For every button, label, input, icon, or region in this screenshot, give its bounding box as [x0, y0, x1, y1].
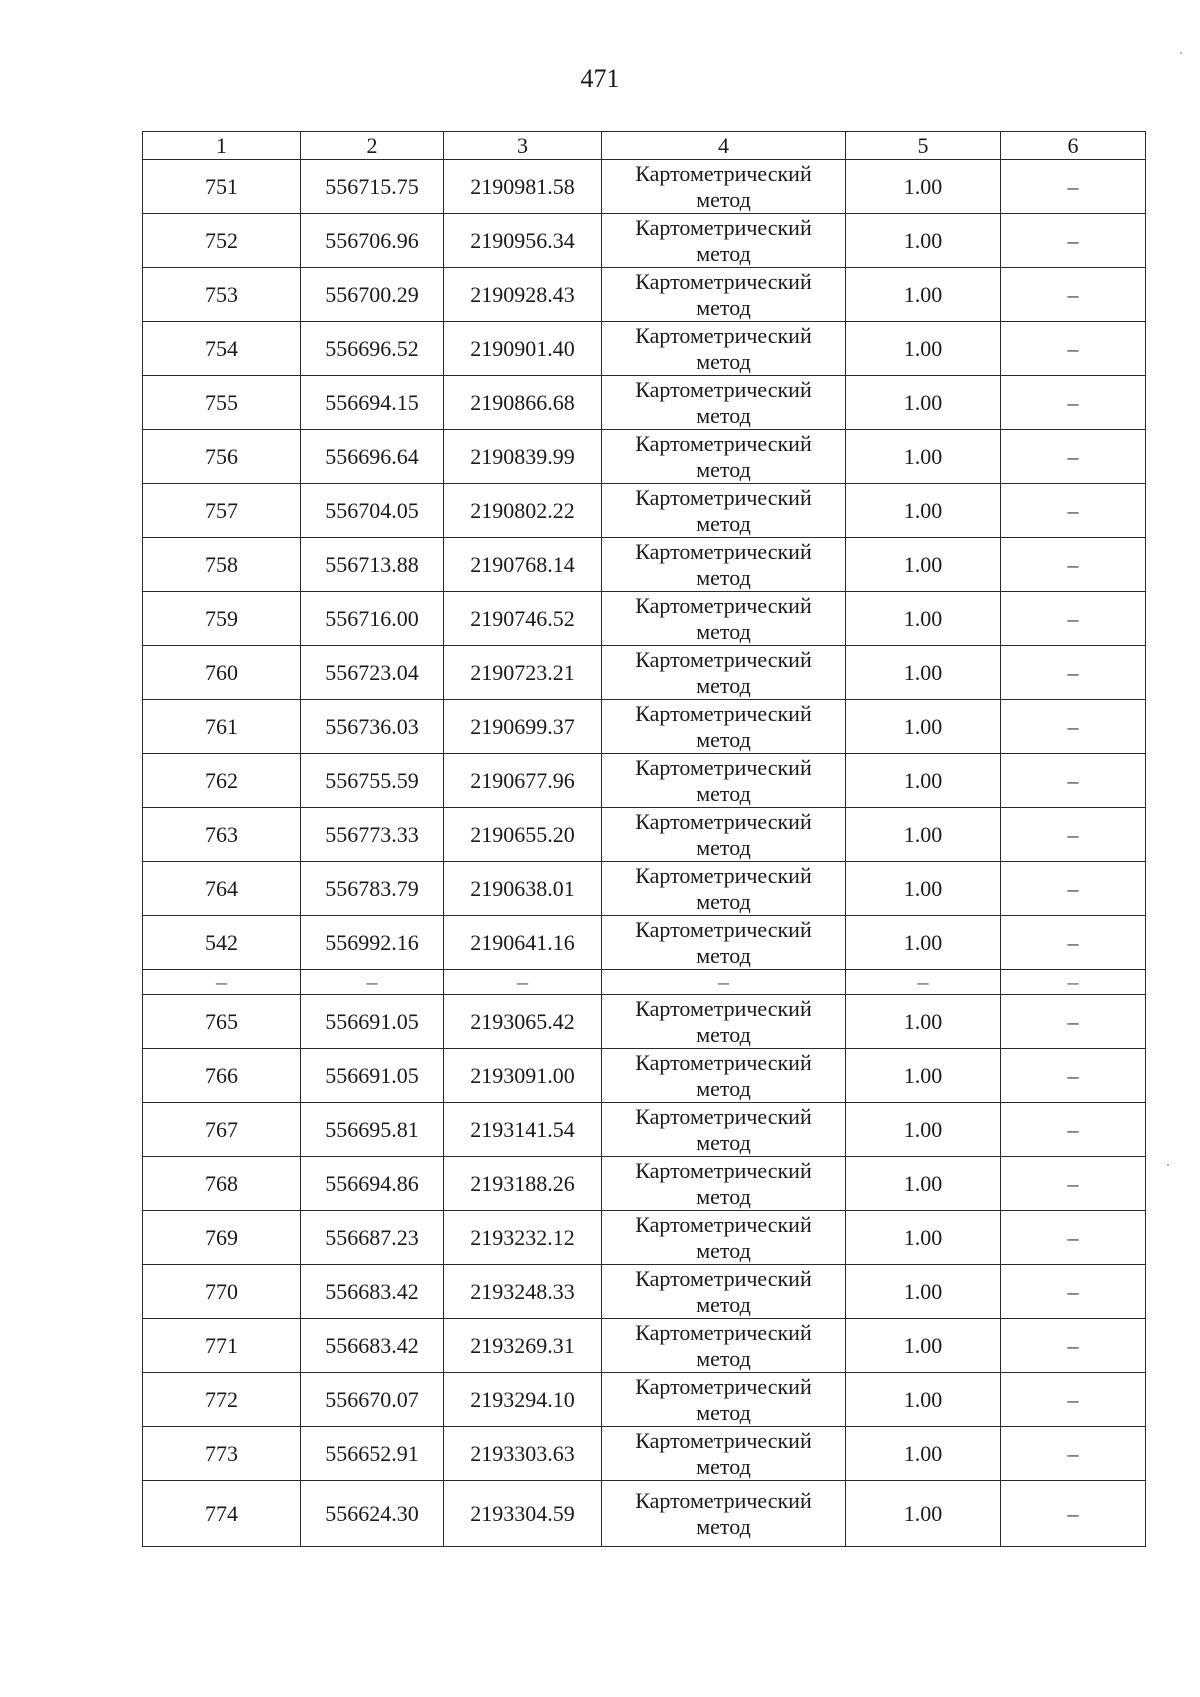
coordinate-y: 2193065.42 [444, 995, 602, 1049]
method-line-2: метод [696, 834, 751, 860]
coordinate-y: 2190866.68 [444, 376, 602, 430]
note: – [1001, 376, 1146, 430]
method-line-2: метод [696, 1129, 751, 1155]
accuracy: 1.00 [846, 995, 1001, 1049]
scan-speck [1167, 1164, 1169, 1166]
method-cell [602, 754, 846, 808]
coordinate-y: 2193091.00 [444, 1049, 602, 1103]
method-line-2: метод [696, 1075, 751, 1101]
table-row [143, 214, 1146, 268]
table-row [143, 754, 1146, 808]
coordinate-y: 2190699.37 [444, 700, 602, 754]
separator-cell: – [1001, 970, 1146, 995]
table-row [143, 1373, 1146, 1427]
point-number: 766 [143, 1049, 301, 1103]
method-line-1: Картометрический [635, 862, 812, 888]
column-header: 6 [1001, 132, 1146, 160]
method-cell [602, 268, 846, 322]
note: – [1001, 700, 1146, 754]
method-cell [602, 700, 846, 754]
coordinate-x: 556694.86 [301, 1157, 444, 1211]
table-row [143, 592, 1146, 646]
table-row [143, 538, 1146, 592]
coordinate-y: 2193304.59 [444, 1481, 602, 1547]
accuracy: 1.00 [846, 160, 1001, 214]
coordinate-y: 2190802.22 [444, 484, 602, 538]
method-line-1: Картометрический [635, 1427, 812, 1453]
point-number: 770 [143, 1265, 301, 1319]
table-row [143, 430, 1146, 484]
coordinate-x: 556715.75 [301, 160, 444, 214]
method-line-2: метод [696, 1513, 751, 1539]
separator-cell: – [602, 970, 846, 995]
method-line-1: Картометрический [635, 322, 812, 348]
method-line-2: метод [696, 888, 751, 914]
coordinate-x: 556624.30 [301, 1481, 444, 1547]
method-line-2: метод [696, 240, 751, 266]
note: – [1001, 862, 1146, 916]
method-line-2: метод [696, 186, 751, 212]
table-header-row [143, 132, 1146, 160]
point-number: 769 [143, 1211, 301, 1265]
table-row [143, 1103, 1146, 1157]
method-cell [602, 592, 846, 646]
coordinate-x: 556723.04 [301, 646, 444, 700]
note: – [1001, 1157, 1146, 1211]
method-line-1: Картометрический [635, 754, 812, 780]
table-row [143, 160, 1146, 214]
separator-cell: – [846, 970, 1001, 995]
coordinate-x: 556783.79 [301, 862, 444, 916]
note: – [1001, 1373, 1146, 1427]
method-line-2: метод [696, 1291, 751, 1317]
method-line-1: Картометрический [635, 1049, 812, 1075]
point-number: 751 [143, 160, 301, 214]
method-line-1: Картометрический [635, 808, 812, 834]
accuracy: 1.00 [846, 754, 1001, 808]
accuracy: 1.00 [846, 1481, 1001, 1547]
point-number: 762 [143, 754, 301, 808]
coordinate-y: 2190638.01 [444, 862, 602, 916]
method-cell [602, 1265, 846, 1319]
accuracy: 1.00 [846, 322, 1001, 376]
method-line-1: Картометрический [635, 1373, 812, 1399]
coordinate-x: 556695.81 [301, 1103, 444, 1157]
method-line-2: метод [696, 1237, 751, 1263]
accuracy: 1.00 [846, 538, 1001, 592]
point-number: 755 [143, 376, 301, 430]
accuracy: 1.00 [846, 484, 1001, 538]
method-line-2: метод [696, 1399, 751, 1425]
coordinates-table [142, 131, 1146, 1547]
table-row [143, 1157, 1146, 1211]
accuracy: 1.00 [846, 1319, 1001, 1373]
accuracy: 1.00 [846, 1049, 1001, 1103]
method-cell [602, 1319, 846, 1373]
method-cell [602, 160, 846, 214]
table-row [143, 484, 1146, 538]
accuracy: 1.00 [846, 214, 1001, 268]
method-cell [602, 646, 846, 700]
method-line-2: метод [696, 780, 751, 806]
page-number: 471 [580, 64, 620, 93]
method-cell [602, 1157, 846, 1211]
coordinate-y: 2190981.58 [444, 160, 602, 214]
note: – [1001, 322, 1146, 376]
coordinate-x: 556992.16 [301, 916, 444, 970]
coordinate-x: 556736.03 [301, 700, 444, 754]
method-line-1: Картометрический [635, 538, 812, 564]
accuracy: 1.00 [846, 268, 1001, 322]
table-row [143, 646, 1146, 700]
point-number: 771 [143, 1319, 301, 1373]
note: – [1001, 1481, 1146, 1547]
note: – [1001, 1427, 1146, 1481]
scan-speck [1180, 52, 1182, 54]
method-cell [602, 322, 846, 376]
method-line-1: Картометрический [635, 160, 812, 186]
method-line-1: Картометрический [635, 592, 812, 618]
accuracy: 1.00 [846, 862, 1001, 916]
method-line-2: метод [696, 564, 751, 590]
note: – [1001, 1319, 1146, 1373]
note: – [1001, 484, 1146, 538]
coordinate-y: 2190839.99 [444, 430, 602, 484]
method-cell [602, 808, 846, 862]
point-number: 758 [143, 538, 301, 592]
coordinate-y: 2190677.96 [444, 754, 602, 808]
separator-cell: – [143, 970, 301, 995]
accuracy: 1.00 [846, 1427, 1001, 1481]
coordinate-y: 2193294.10 [444, 1373, 602, 1427]
table-row [143, 916, 1146, 970]
accuracy: 1.00 [846, 376, 1001, 430]
method-cell [602, 1211, 846, 1265]
method-cell [602, 484, 846, 538]
method-line-2: метод [696, 1345, 751, 1371]
coordinate-x: 556687.23 [301, 1211, 444, 1265]
separator-row [143, 970, 1146, 995]
method-cell [602, 376, 846, 430]
method-line-1: Картометрический [635, 484, 812, 510]
accuracy: 1.00 [846, 1265, 1001, 1319]
coordinate-x: 556683.42 [301, 1319, 444, 1373]
coordinate-x: 556706.96 [301, 214, 444, 268]
method-cell [602, 995, 846, 1049]
method-line-2: метод [696, 294, 751, 320]
method-line-1: Картометрический [635, 916, 812, 942]
point-number: 763 [143, 808, 301, 862]
column-header: 3 [444, 132, 602, 160]
point-number: 757 [143, 484, 301, 538]
point-number: 774 [143, 1481, 301, 1547]
note: – [1001, 1049, 1146, 1103]
coordinate-y: 2193248.33 [444, 1265, 602, 1319]
point-number: 765 [143, 995, 301, 1049]
method-cell [602, 1049, 846, 1103]
coordinate-x: 556652.91 [301, 1427, 444, 1481]
coordinate-x: 556713.88 [301, 538, 444, 592]
coordinate-x: 556755.59 [301, 754, 444, 808]
method-line-2: метод [696, 1453, 751, 1479]
method-line-1: Картометрический [635, 1157, 812, 1183]
accuracy: 1.00 [846, 700, 1001, 754]
note: – [1001, 808, 1146, 862]
coordinate-y: 2193232.12 [444, 1211, 602, 1265]
table-row [143, 268, 1146, 322]
method-line-2: метод [696, 672, 751, 698]
point-number: 542 [143, 916, 301, 970]
method-line-2: метод [696, 348, 751, 374]
method-line-1: Картометрический [635, 376, 812, 402]
point-number: 768 [143, 1157, 301, 1211]
method-cell [602, 538, 846, 592]
coordinate-x: 556716.00 [301, 592, 444, 646]
point-number: 753 [143, 268, 301, 322]
table-row [143, 376, 1146, 430]
method-line-1: Картометрический [635, 214, 812, 240]
table-row [143, 322, 1146, 376]
method-line-1: Картометрический [635, 700, 812, 726]
method-line-2: метод [696, 618, 751, 644]
point-number: 761 [143, 700, 301, 754]
note: – [1001, 268, 1146, 322]
note: – [1001, 160, 1146, 214]
coordinate-y: 2190746.52 [444, 592, 602, 646]
method-line-1: Картометрический [635, 995, 812, 1021]
method-line-2: метод [696, 1021, 751, 1047]
coordinate-y: 2193269.31 [444, 1319, 602, 1373]
column-header: 4 [602, 132, 846, 160]
note: – [1001, 995, 1146, 1049]
method-cell [602, 916, 846, 970]
method-line-2: метод [696, 402, 751, 428]
note: – [1001, 754, 1146, 808]
point-number: 754 [143, 322, 301, 376]
coordinate-y: 2190723.21 [444, 646, 602, 700]
coordinate-x: 556691.05 [301, 995, 444, 1049]
method-line-2: метод [696, 726, 751, 752]
method-cell [602, 214, 846, 268]
method-line-1: Картометрический [635, 268, 812, 294]
method-cell [602, 1103, 846, 1157]
coordinate-x: 556696.52 [301, 322, 444, 376]
method-line-1: Картометрический [635, 1319, 812, 1345]
method-line-1: Картометрический [635, 1103, 812, 1129]
method-cell [602, 1373, 846, 1427]
table-row [143, 1427, 1146, 1481]
method-line-1: Картометрический [635, 430, 812, 456]
coordinate-y: 2190956.34 [444, 214, 602, 268]
point-number: 764 [143, 862, 301, 916]
coordinate-x: 556773.33 [301, 808, 444, 862]
coordinate-y: 2190641.16 [444, 916, 602, 970]
method-line-1: Картометрический [635, 1211, 812, 1237]
coordinate-y: 2193188.26 [444, 1157, 602, 1211]
coordinate-x: 556704.05 [301, 484, 444, 538]
table-row [143, 1049, 1146, 1103]
point-number: 752 [143, 214, 301, 268]
method-line-2: метод [696, 456, 751, 482]
note: – [1001, 592, 1146, 646]
separator-cell: – [444, 970, 602, 995]
accuracy: 1.00 [846, 430, 1001, 484]
accuracy: 1.00 [846, 808, 1001, 862]
coordinate-y: 2190655.20 [444, 808, 602, 862]
accuracy: 1.00 [846, 1103, 1001, 1157]
column-header: 1 [143, 132, 301, 160]
method-cell [602, 1427, 846, 1481]
method-line-1: Картометрический [635, 1487, 812, 1513]
note: – [1001, 916, 1146, 970]
point-number: 759 [143, 592, 301, 646]
table-row [143, 700, 1146, 754]
table-row [143, 808, 1146, 862]
method-line-1: Картометрический [635, 646, 812, 672]
column-header: 5 [846, 132, 1001, 160]
coordinate-x: 556696.64 [301, 430, 444, 484]
coordinate-y: 2190768.14 [444, 538, 602, 592]
separator-cell: – [301, 970, 444, 995]
coordinate-x: 556700.29 [301, 268, 444, 322]
table-row [143, 1319, 1146, 1373]
note: – [1001, 646, 1146, 700]
table-row [143, 1211, 1146, 1265]
note: – [1001, 1103, 1146, 1157]
accuracy: 1.00 [846, 592, 1001, 646]
coordinate-x: 556683.42 [301, 1265, 444, 1319]
method-line-2: метод [696, 1183, 751, 1209]
coordinate-y: 2193141.54 [444, 1103, 602, 1157]
note: – [1001, 1211, 1146, 1265]
coordinate-y: 2190928.43 [444, 268, 602, 322]
table-row [143, 1265, 1146, 1319]
point-number: 760 [143, 646, 301, 700]
method-cell [602, 1481, 846, 1547]
accuracy: 1.00 [846, 1211, 1001, 1265]
point-number: 767 [143, 1103, 301, 1157]
coordinate-y: 2193303.63 [444, 1427, 602, 1481]
table-row [143, 995, 1146, 1049]
coordinate-y: 2190901.40 [444, 322, 602, 376]
method-line-2: метод [696, 510, 751, 536]
method-cell [602, 862, 846, 916]
note: – [1001, 214, 1146, 268]
accuracy: 1.00 [846, 646, 1001, 700]
coordinate-x: 556670.07 [301, 1373, 444, 1427]
table-row [143, 862, 1146, 916]
accuracy: 1.00 [846, 1157, 1001, 1211]
method-line-1: Картометрический [635, 1265, 812, 1291]
method-cell [602, 430, 846, 484]
point-number: 773 [143, 1427, 301, 1481]
column-header: 2 [301, 132, 444, 160]
note: – [1001, 1265, 1146, 1319]
accuracy: 1.00 [846, 916, 1001, 970]
note: – [1001, 430, 1146, 484]
point-number: 756 [143, 430, 301, 484]
accuracy: 1.00 [846, 1373, 1001, 1427]
note: – [1001, 538, 1146, 592]
point-number: 772 [143, 1373, 301, 1427]
coordinate-x: 556694.15 [301, 376, 444, 430]
method-line-2: метод [696, 942, 751, 968]
table-row [143, 1481, 1146, 1547]
coordinate-x: 556691.05 [301, 1049, 444, 1103]
